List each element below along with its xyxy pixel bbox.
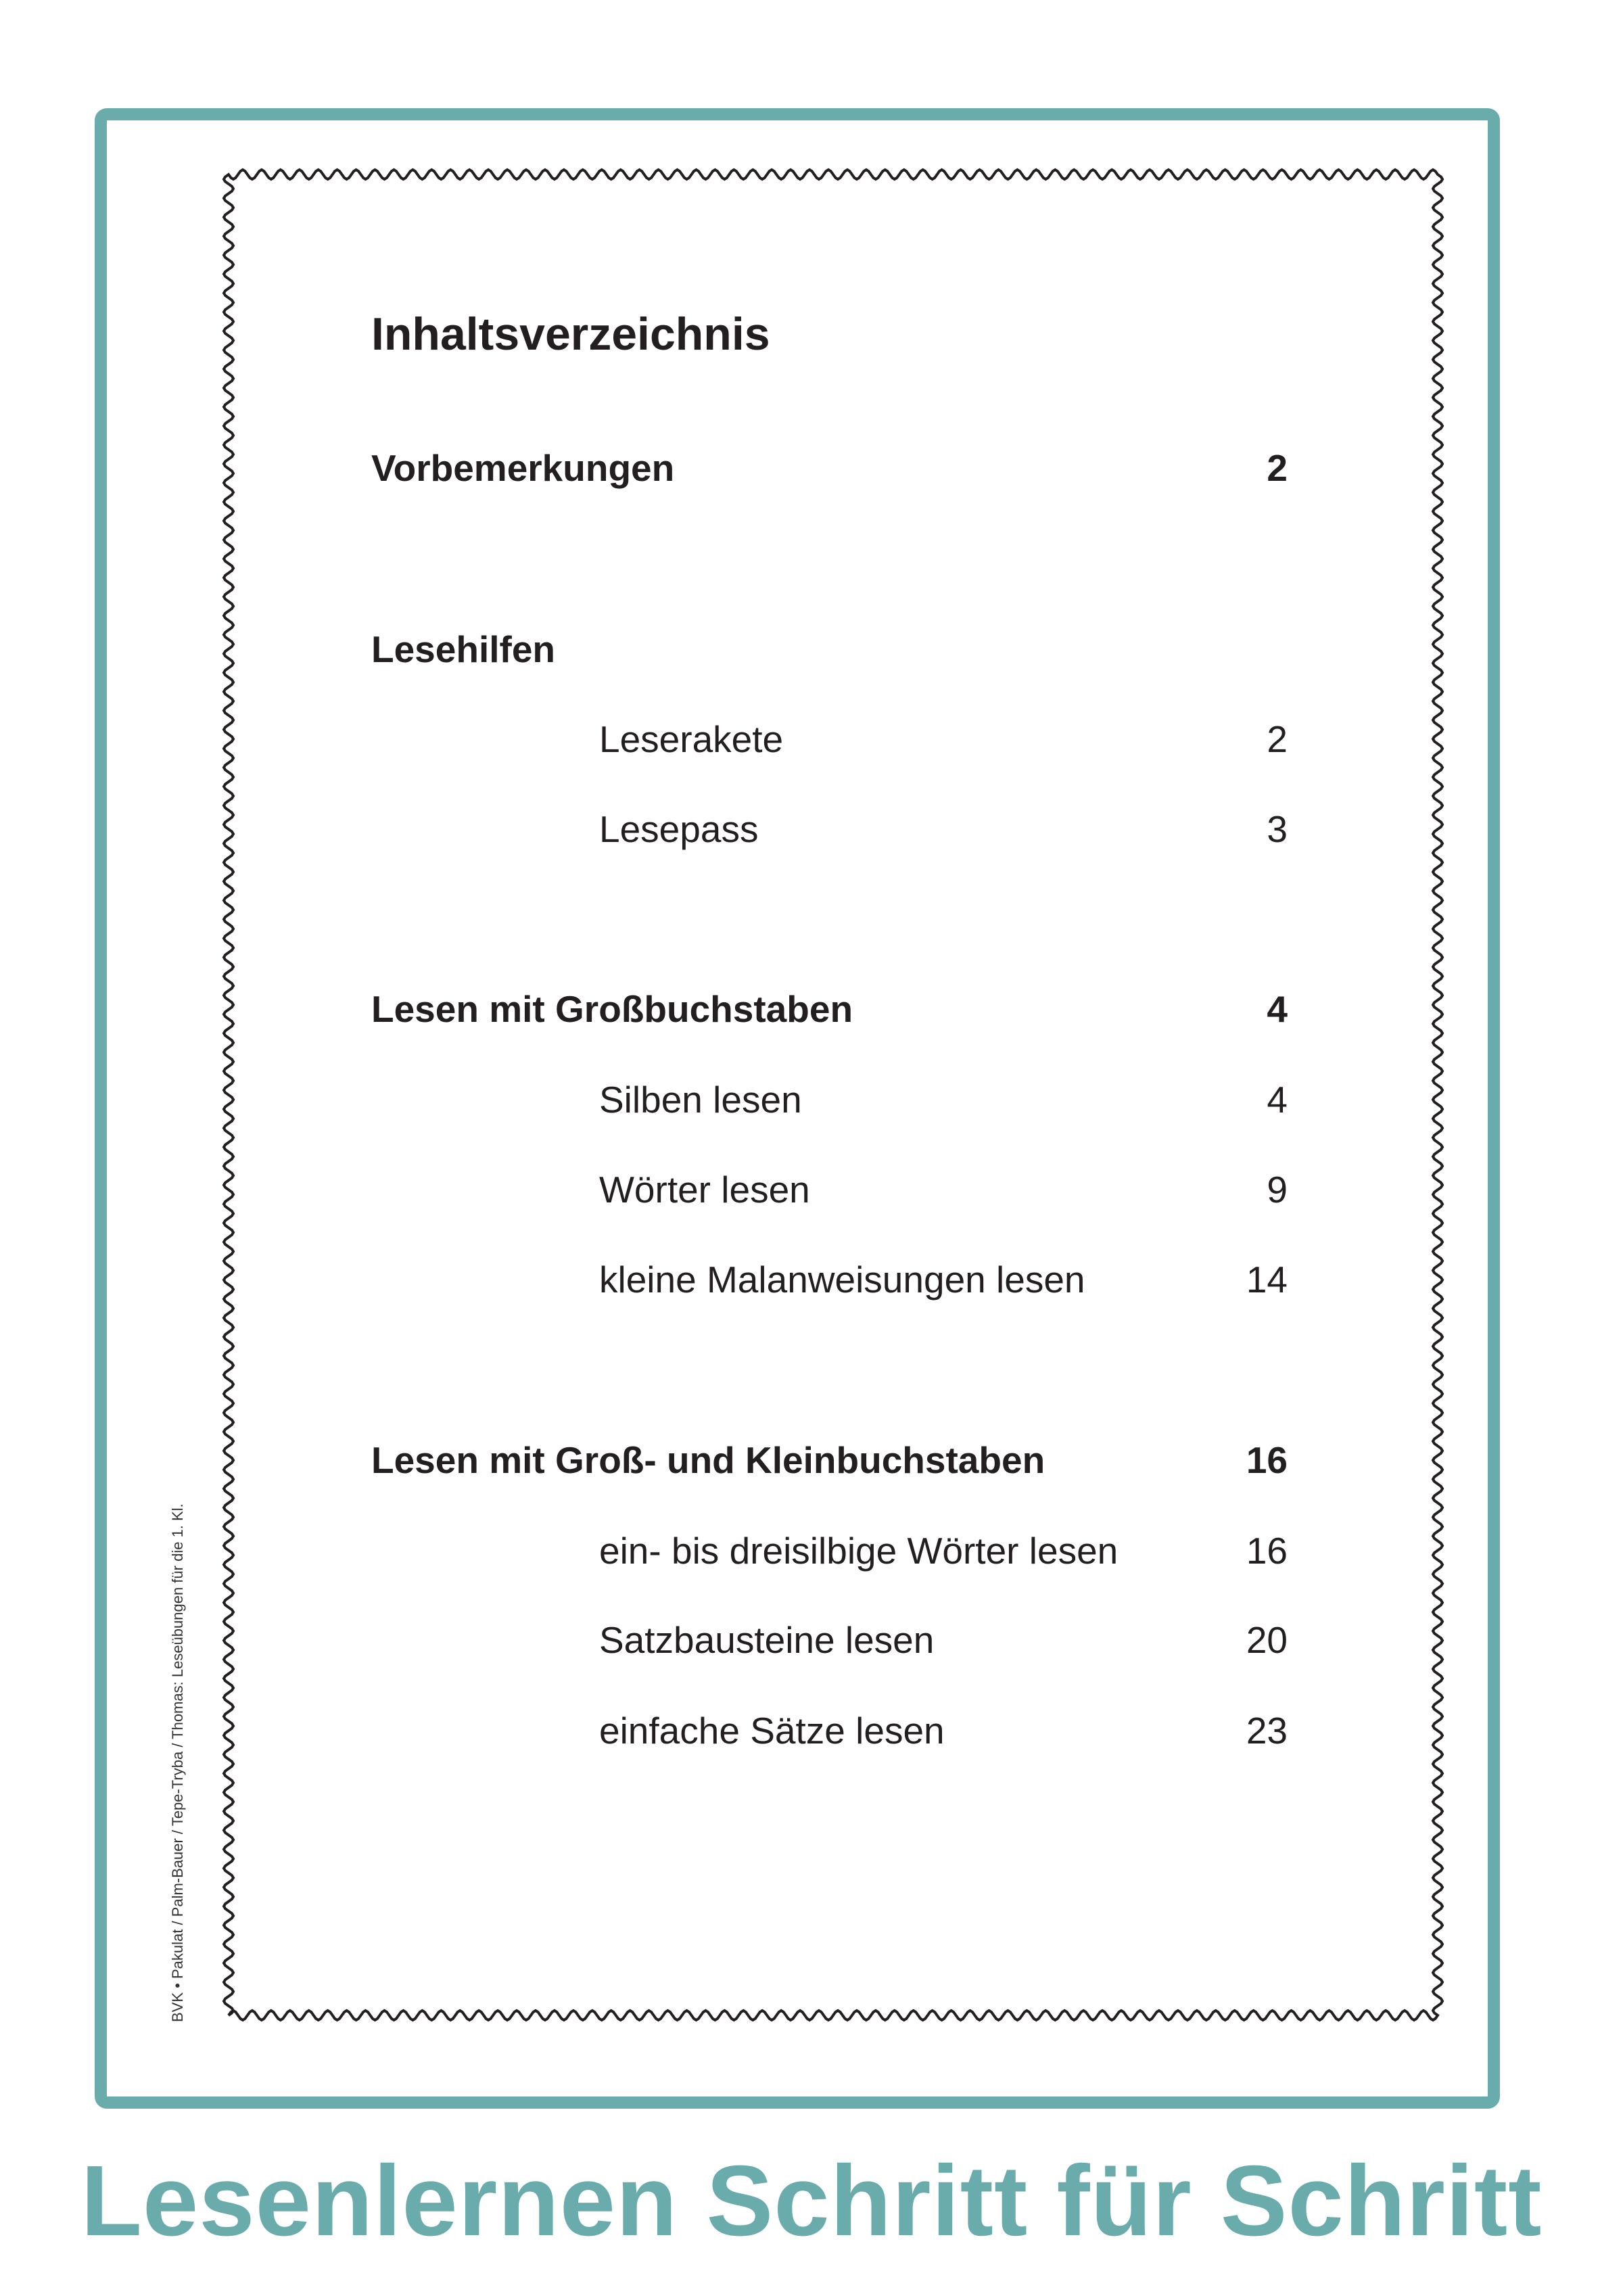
toc-entry-page: 20 (1246, 1619, 1288, 1661)
toc-entry-vorbemerkungen[interactable] (0, 446, 1623, 500)
toc-entry-page: 23 (1246, 1710, 1288, 1752)
toc-title: Inhaltsverzeichnis (371, 308, 770, 360)
toc-entry-label: Silben lesen (599, 1079, 802, 1121)
toc-entry-label: Lesepass (599, 808, 759, 850)
toc-entry-label: Lesen mit Groß- und Kleinbuchstaben (371, 1439, 1045, 1481)
toc-entry-einfache-saetze[interactable] (0, 1709, 1623, 1763)
toc-entry-page: 2 (1267, 447, 1288, 489)
toc-entry-page: 14 (1246, 1259, 1288, 1301)
toc-entry-label: Vorbemerkungen (371, 447, 675, 489)
side-credit: BVK • Pakulat / Palm-Bauer / Tepe-Tryba / Thomas: Leseübungen für die 1. Kl. (169, 1503, 186, 2022)
toc-entry-woerter-lesen[interactable] (0, 1168, 1623, 1222)
footer-title: Lesenlernen Schritt für Schritt (80, 2145, 1543, 2257)
toc-entry-label: Satzbausteine lesen (599, 1619, 935, 1661)
toc-entry-label: Leserakete (599, 718, 784, 760)
toc-entry-satzbausteine[interactable] (0, 1618, 1623, 1672)
toc-entry-malanweisungen[interactable] (0, 1258, 1623, 1312)
toc-entry-page: 16 (1246, 1530, 1288, 1572)
toc-entry-grossbuchstaben[interactable] (0, 987, 1623, 1041)
toc-entry-page: 3 (1267, 808, 1288, 850)
toc-entry-label: Lesen mit Großbuchstaben (371, 988, 853, 1030)
toc-entry-label: kleine Malanweisungen lesen (599, 1259, 1085, 1301)
toc-entry-page: 2 (1267, 718, 1288, 760)
toc-entry-page: 9 (1267, 1169, 1288, 1211)
toc-entry-leserakete[interactable] (0, 718, 1623, 772)
toc-entry-gross-und-klein[interactable] (0, 1438, 1623, 1493)
toc-entry-silben-lesen[interactable] (0, 1078, 1623, 1132)
toc-entry-label: einfache Sätze lesen (599, 1710, 945, 1752)
toc-entry-lesehilfen[interactable] (0, 628, 1623, 682)
toc-entry-label: ein- bis dreisilbige Wörter lesen (599, 1530, 1119, 1572)
toc-entry-page: 4 (1267, 988, 1288, 1030)
toc-entry-lesepass[interactable] (0, 807, 1623, 862)
toc-entry-page: 16 (1246, 1439, 1288, 1481)
toc-entry-silbige-woerter[interactable] (0, 1529, 1623, 1583)
toc-entry-label: Lesehilfen (371, 628, 556, 670)
toc-entry-label: Wörter lesen (599, 1169, 810, 1211)
toc-entry-page: 4 (1267, 1079, 1288, 1121)
